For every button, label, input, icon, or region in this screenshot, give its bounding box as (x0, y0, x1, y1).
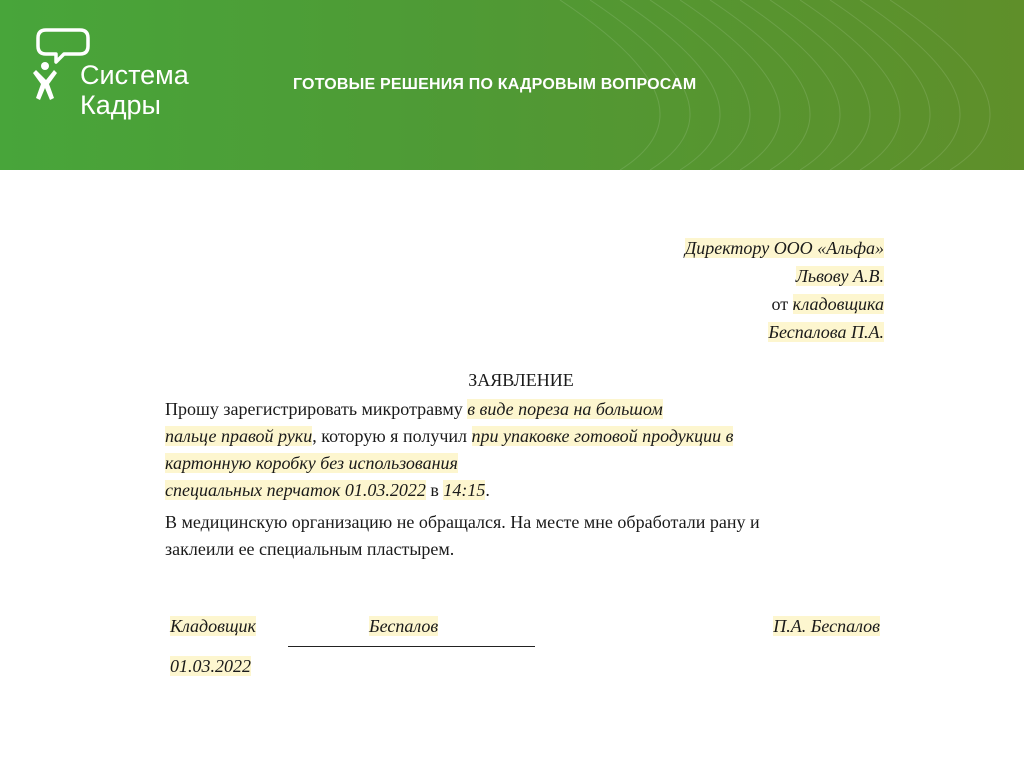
addressee-block (685, 234, 884, 346)
injury-description-1: в виде пореза на большом (467, 399, 663, 419)
medical-text-1: В медицинскую организацию не обращался. На месте мне обработали рану и (165, 512, 760, 532)
addressee-applicant: Беспалова П.А. (768, 322, 884, 342)
signature-date: 01.03.2022 (170, 656, 251, 676)
addressee-name: Львову А.В. (795, 266, 884, 286)
header-tagline: ГОТОВЫЕ РЕШЕНИЯ ПО КАДРОВЫМ ВОПРОСАМ (293, 76, 697, 93)
injury-circumstances-1: при упаковке готовой продукции в (471, 426, 734, 446)
addressee-from-label: от (771, 294, 793, 314)
statement-text-2: , которую я получил (312, 426, 472, 446)
signature-mark: Беспалов (369, 616, 439, 636)
document-title: ЗАЯВЛЕНИЕ (468, 370, 574, 390)
logo-line-1: Система (80, 60, 189, 90)
logo-wordmark (80, 60, 189, 120)
medical-text-2: заклеили ее специальным пластырем. (165, 539, 455, 559)
statement-paragraph (165, 396, 885, 504)
statement-text-1: Прошу зарегистрировать микротравму (165, 399, 468, 419)
addressee-director: Директору ООО «Альфа» (684, 238, 884, 258)
injury-time: 14:15 (443, 480, 486, 500)
signature-position: Кладовщик (170, 616, 256, 636)
injury-description-2: пальце правой руки (165, 426, 313, 446)
signature-name: П.А. Беспалов (773, 616, 880, 636)
statement-text-3: в (425, 480, 444, 500)
signature-line (288, 646, 535, 647)
addressee-position: кладовщика (792, 294, 884, 314)
header-banner (0, 0, 1024, 170)
statement-text-4: . (485, 480, 490, 500)
logo-line-2: Кадры (80, 90, 161, 120)
injury-circumstances-3: специальных перчаток 01.03.2022 (165, 480, 426, 500)
injury-circumstances-2: картонную коробку без использования (165, 453, 458, 473)
medical-paragraph (165, 509, 895, 563)
